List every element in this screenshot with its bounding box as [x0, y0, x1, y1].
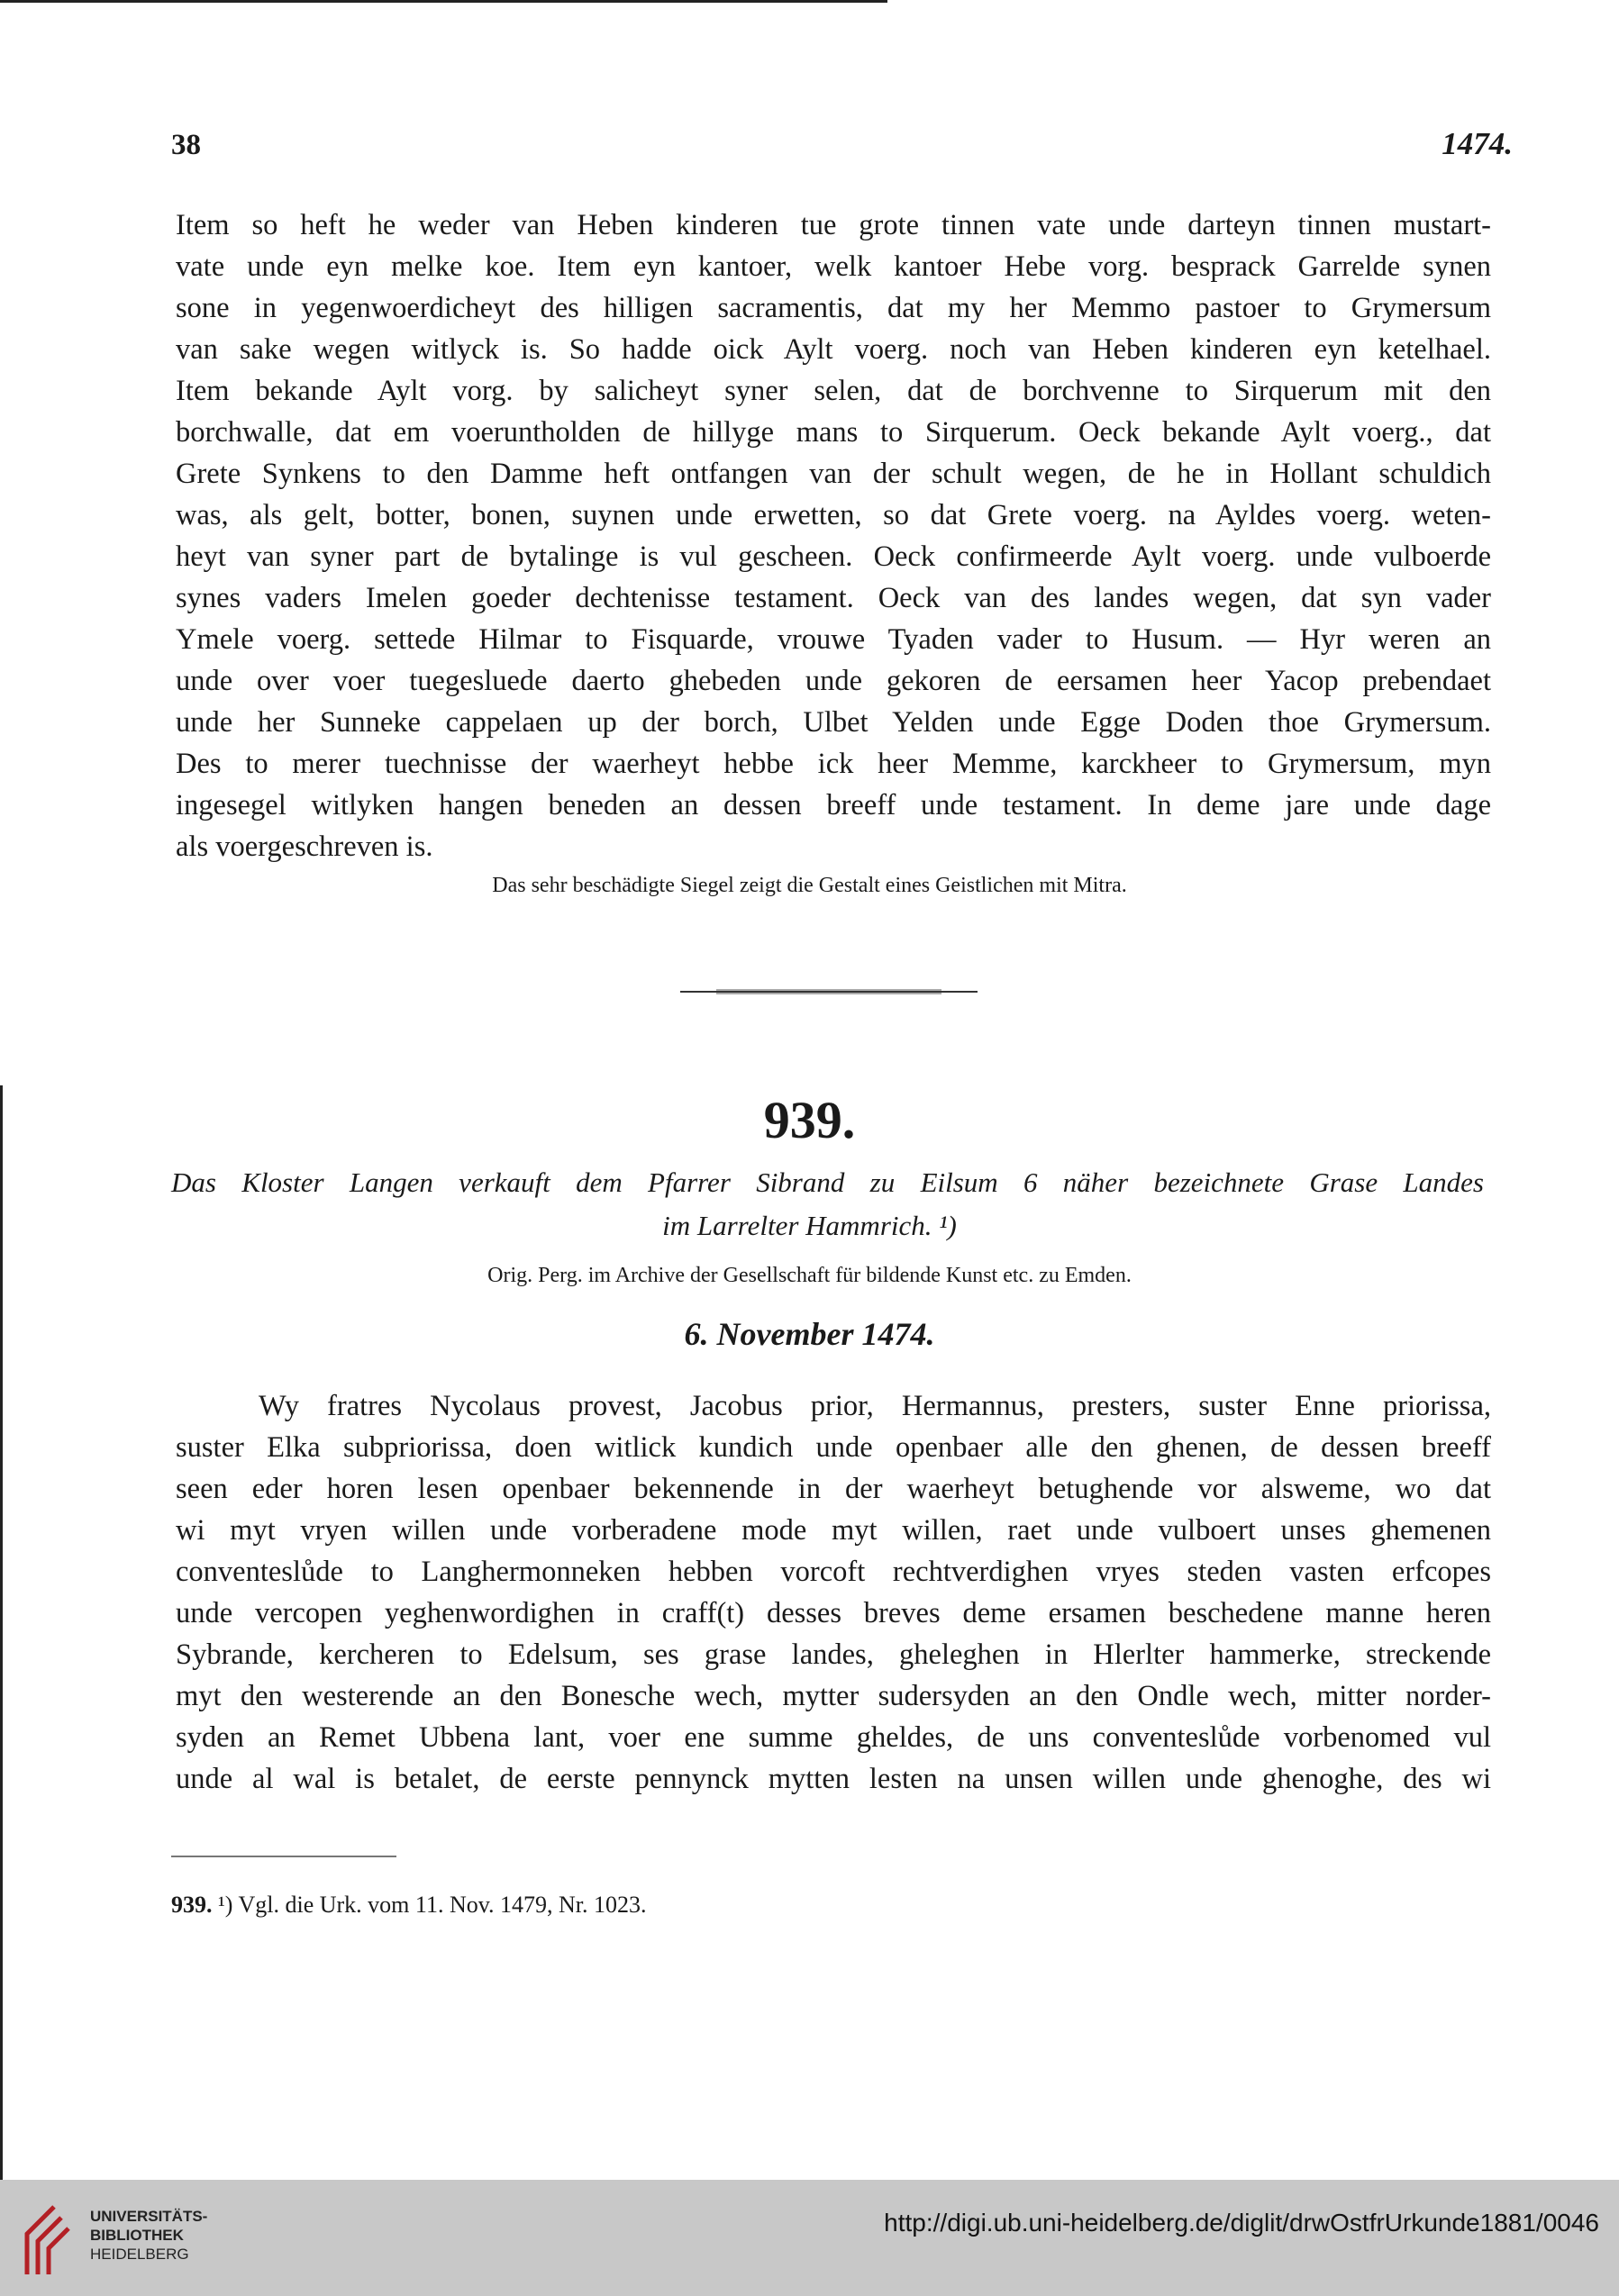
source-url-link[interactable]: http://digi.ub.uni-heidelberg.de/diglit/drwOstfrUrkunde1881/0046: [884, 2209, 1599, 2237]
text-line: was, als gelt, botter, bonen, suynen unde erwetten, so dat Grete voerg. na Ayldes voerg. weten-: [176, 499, 1491, 531]
footnote-number: 939.: [171, 1892, 213, 1918]
text-line: Item so heft he weder van Heben kinderen tue grote tinnen vate unde darteyn tinnen mustart-: [176, 209, 1491, 241]
text-line: Grete Synkens to den Damme heft ontfangen van der schult wegen, de he in Hollant schuldich: [176, 458, 1491, 490]
running-year: 1474.: [1442, 126, 1513, 161]
document-number: 939.: [763, 1091, 856, 1149]
page-frame-top-edge: [0, 0, 887, 3]
page-number: 38: [171, 129, 201, 161]
library-name-line: BIBLIOTHEK: [90, 2227, 184, 2244]
text-line: borchwalle, dat em voeruntholden de hillyge mans to Sirquerum. Oeck bekande Aylt voerg., dat: [176, 416, 1491, 449]
text-line: unde vercopen yeghenwordighen in craff(t) desses breves deme ersamen beschedene manne heren: [176, 1597, 1491, 1629]
text-line: unde al wal is betalet, de eerste pennynck mytten lesten na unsen willen unde ghenoghe, des wi: [176, 1763, 1491, 1795]
text-line: Item bekande Aylt vorg. by salicheyt syner selen, dat de borchvenne to Sirquerum mit den: [176, 375, 1491, 407]
page-frame-left-edge: [0, 1085, 3, 2180]
library-name-line: UNIVERSITÄTS-: [90, 2208, 208, 2225]
text-line: seen eder horen lesen openbaer bekennende in der waerheyt betughende vor alsweme, wo dat: [176, 1473, 1491, 1505]
library-name-line: HEIDELBERG: [90, 2246, 189, 2263]
text-line: vate unde eyn melke koe. Item eyn kantoer, welk kantoer Hebe vorg. besprack Garrelde synen: [176, 250, 1491, 283]
footnote-text: ¹) Vgl. die Urk. vom 11. Nov. 1479, Nr. 1023.: [218, 1892, 647, 1918]
text-line: conventeslůde to Langhermonneken hebben vorcoft rechtverdighen vryes steden vasten erfcopes: [176, 1556, 1491, 1588]
text-line: sone in yegenwoerdicheyt des hilligen sacramentis, dat my her Memmo pastoer to Grymersum: [176, 292, 1491, 324]
text-line: heyt van syner part de bytalinge is vul gescheen. Oeck confirmeerde Aylt voerg. unde vulboerde: [176, 540, 1491, 573]
text-line: unde her Sunneke cappelaen up der borch, Ulbet Yelden unde Egge Doden thoe Grymersum.: [176, 706, 1491, 739]
document-date: 6. November 1474.: [684, 1316, 935, 1352]
library-name[interactable]: [90, 2207, 207, 2264]
seal-note: Das sehr beschädigte Siegel zeigt die Gestalt eines Geistlichen mit Mitra.: [492, 874, 1127, 897]
ornament-divider: [680, 989, 978, 994]
text-line: wi myt vryen willen unde vorberadene mode myt willen, raet unde vulboert unses ghemenen: [176, 1514, 1491, 1547]
regest-line: Das Kloster Langen verkauft dem Pfarrer Sibrand zu Eilsum 6 näher bezeichnete Grase Landes: [171, 1166, 1484, 1198]
text-line: van sake wegen witlyck is. So hadde oick Aylt voerg. noch van Heben kinderen eyn ketelhael.: [176, 333, 1491, 366]
library-footer-bar: [0, 2180, 1619, 2296]
footnote: [171, 1892, 647, 1919]
text-line: Sybrande, kercheren to Edelsum, ses grase landes, gheleghen in Hlerlter hammerke, streckende: [176, 1638, 1491, 1671]
text-line: suster Elka subpriorissa, doen witlick kundich unde openbaer alle den ghenen, de dessen breeff: [176, 1431, 1491, 1464]
text-line: unde over voer tuegesluede daerto ghebeden unde gekoren de eersamen heer Yacop prebendaet: [176, 665, 1491, 697]
text-line: Wy fratres Nycolaus provest, Jacobus prior, Hermannus, presters, suster Enne priorissa,: [259, 1390, 1491, 1422]
text-line: als voergeschreven is.: [176, 830, 433, 863]
footnote-rule: [171, 1856, 396, 1857]
text-line: Ymele voerg. settede Hilmar to Fisquarde, vrouwe Tyaden vader to Husum. — Hyr weren an: [176, 623, 1491, 656]
text-line: myt den westerende an den Bonesche wech, mytter sudersyden an den Ondle wech, mitter norder-: [176, 1680, 1491, 1712]
regest-line: im Larrelter Hammrich. ¹): [662, 1210, 957, 1241]
text-line: ingesegel witlyken hangen beneden an dessen breeff unde testament. In deme jare unde dage: [176, 789, 1491, 821]
source-note: Orig. Perg. im Archive der Gesellschaft für bildende Kunst etc. zu Emden.: [487, 1264, 1132, 1287]
text-line: synes vaders Imelen goeder dechtenisse testament. Oeck van des landes wegen, dat syn vader: [176, 582, 1491, 614]
text-line: Des to merer tuechnisse der waerheyt hebbe ick heer Memme, karckheer to Grymersum, myn: [176, 748, 1491, 780]
library-logo-icon[interactable]: [18, 2198, 72, 2279]
text-line: syden an Remet Ubbena lant, voer ene summe gheldes, de uns conventeslůde vorbenomed vul: [176, 1721, 1491, 1754]
